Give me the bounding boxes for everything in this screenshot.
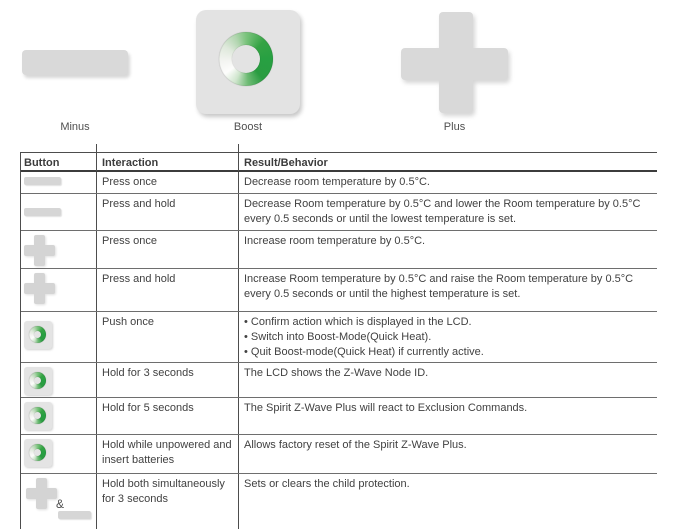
button-cell xyxy=(21,172,97,193)
plus-and-minus-icon xyxy=(24,477,94,529)
button-cell xyxy=(21,435,97,473)
column-divider-tick xyxy=(96,144,97,152)
button-cell xyxy=(21,474,97,529)
plus-label: Plus xyxy=(443,121,466,133)
table-row xyxy=(21,312,657,363)
table-row xyxy=(21,435,657,474)
boost-small-icon xyxy=(24,439,52,467)
table-row xyxy=(21,398,657,435)
boost-label: Boost xyxy=(233,121,263,133)
plus-button-icon xyxy=(401,12,508,113)
interaction-cell: Press and hold xyxy=(97,269,239,311)
interaction-cell: Press and hold xyxy=(97,194,239,230)
boost-ring-icon xyxy=(29,326,46,343)
table-row xyxy=(21,231,657,269)
interaction-cell: Hold both simultaneously for 3 seconds xyxy=(97,474,239,529)
table-header-row xyxy=(21,153,657,172)
table-row xyxy=(21,269,657,312)
plus-horizontal-bar xyxy=(401,48,508,80)
plus-horizontal-bar xyxy=(24,283,55,294)
button-cell xyxy=(21,398,97,434)
plus-small-icon xyxy=(24,273,55,304)
header-result-behavior: Result/Behavior xyxy=(244,157,328,169)
minus-button-icon xyxy=(22,50,128,75)
column-divider-tick xyxy=(238,144,239,152)
boost-small-icon xyxy=(24,321,52,349)
table-row xyxy=(21,474,657,529)
plus-horizontal-bar xyxy=(24,245,55,256)
button-cell xyxy=(21,312,97,362)
boost-button-icon xyxy=(196,10,300,114)
plus-small-icon xyxy=(24,235,55,266)
button-cell xyxy=(21,363,97,397)
interaction-cell: Hold for 3 seconds xyxy=(97,363,239,397)
result-cell: Sets or clears the child protection. xyxy=(244,478,410,490)
result-cell: Allows factory reset of the Spirit Z-Wave Plus. xyxy=(244,439,467,451)
interaction-cell: Hold while unpowered and insert batteries xyxy=(97,435,239,473)
result-cell: The Spirit Z-Wave Plus will react to Exclusion Commands. xyxy=(244,402,528,414)
result-line: • Quit Boost-mode(Quick Heat) if currently active. xyxy=(244,346,484,358)
interaction-cell: Press once xyxy=(97,231,239,268)
boost-small-icon xyxy=(24,402,52,430)
result-cell: Decrease Room temperature by 0.5°C and lower the Room temperature by 0.5°C every 0.5 seconds or until the lowest temperature is set. xyxy=(244,198,641,225)
plus-horizontal-bar xyxy=(26,488,57,499)
result-line: • Switch into Boost-Mode(Quick Heat). xyxy=(244,331,432,343)
boost-ring-icon xyxy=(29,372,46,389)
minus-label: Minus xyxy=(60,121,90,133)
interaction-cell: Push once xyxy=(97,312,239,362)
interaction-cell: Hold for 5 seconds xyxy=(97,398,239,434)
minus-small-icon xyxy=(24,208,61,216)
boost-small-icon xyxy=(24,367,52,395)
result-line: • Confirm action which is displayed in the LCD. xyxy=(244,316,472,328)
header-interaction: Interaction xyxy=(97,153,239,171)
result-cell: Decrease room temperature by 0.5°C. xyxy=(244,176,430,188)
button-interaction-table xyxy=(20,152,657,529)
minus-small-icon xyxy=(24,177,61,185)
minus-small-icon xyxy=(58,511,91,519)
result-cell: Increase room temperature by 0.5°C. xyxy=(244,235,426,247)
ampersand-text: & xyxy=(56,497,65,511)
table-row xyxy=(21,363,657,398)
plus-small-icon xyxy=(26,478,57,509)
boost-ring-icon xyxy=(29,407,46,424)
table-row xyxy=(21,172,657,194)
interaction-cell: Press once xyxy=(97,172,239,193)
boost-ring-icon xyxy=(29,444,46,461)
button-cell xyxy=(21,269,97,311)
table-row xyxy=(21,194,657,231)
result-cell: Increase Room temperature by 0.5°C and raise the Room temperature by 0.5°C every 0.5 seconds or until the highest temperature is set. xyxy=(244,273,634,300)
result-cell xyxy=(239,312,657,362)
boost-ring-icon xyxy=(219,32,273,86)
button-cell xyxy=(21,231,97,268)
result-cell: The LCD shows the Z-Wave Node ID. xyxy=(244,367,429,379)
header-button: Button xyxy=(21,153,97,171)
button-cell xyxy=(21,194,97,230)
